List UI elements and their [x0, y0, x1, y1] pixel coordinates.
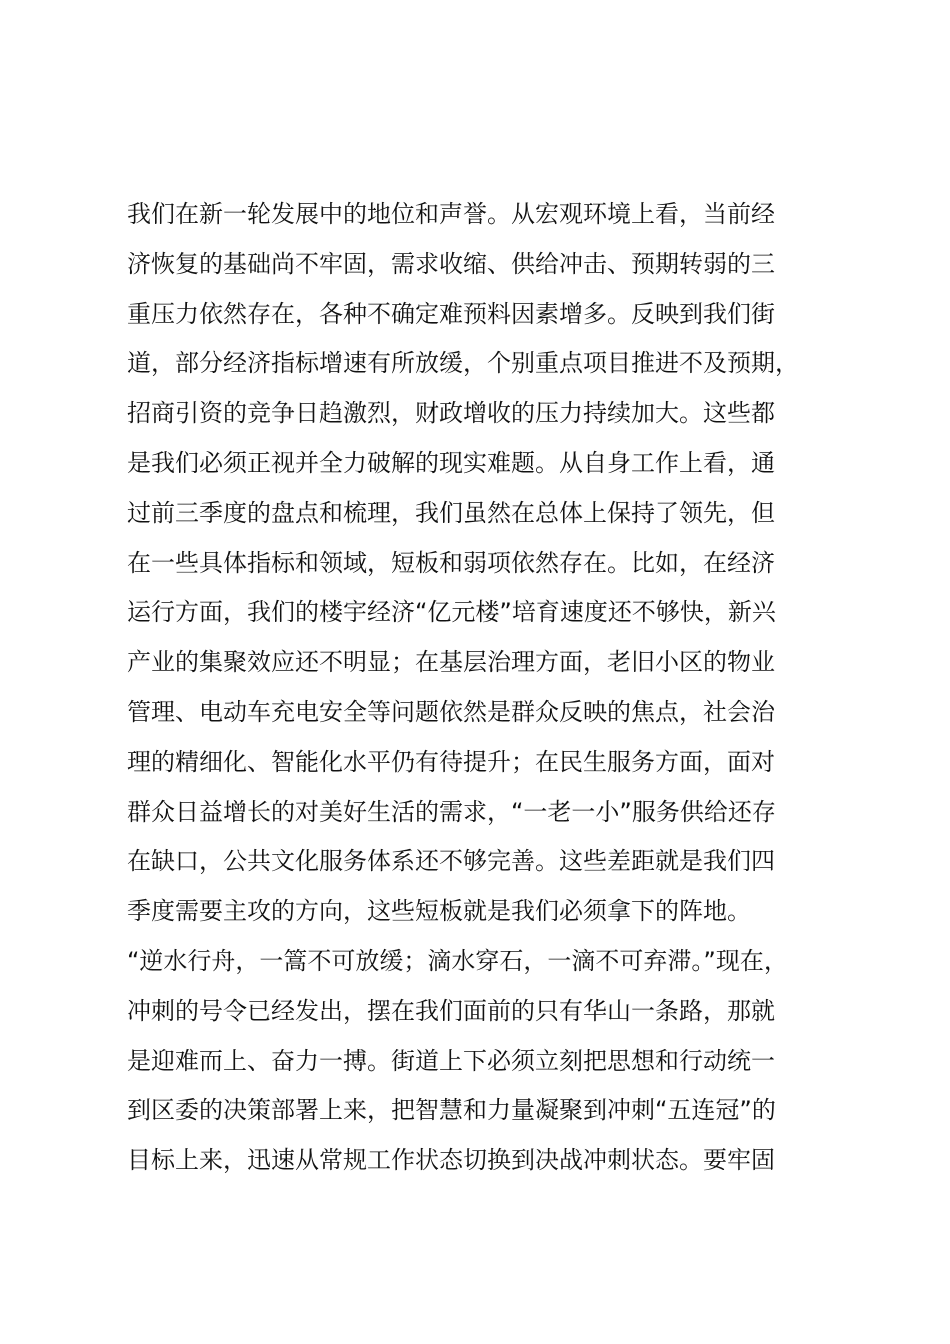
text-line: 在一些具体指标和领域，短板和弱项依然存在。比如，在经济: [127, 548, 775, 577]
body-text: [127, 190, 847, 1186]
text-line: 是我们必须正视并全力破解的现实难题。从自身工作上看，通: [127, 448, 775, 477]
text-line: 我们在新一轮发展中的地位和声誉。从宏观环境上看，当前经: [127, 200, 775, 228]
text-line: 产业的集聚效应还不明显；在基层治理方面，老旧小区的物业: [127, 648, 775, 677]
text-line: 重压力依然存在，各种不确定难预料因素增多。反映到我们街: [127, 299, 775, 328]
text-line: 在缺口，公共文化服务体系还不够完善。这些差距就是我们四: [127, 847, 775, 876]
text-line: 理的精细化、智能化水平仍有待提升；在民生服务方面，面对: [127, 747, 775, 776]
text-line: 目标上来，迅速从常规工作状态切换到决战冲刺状态。要牢固: [127, 1146, 775, 1175]
text-line: 是迎难而上、奋力一搏。街道上下必须立刻把思想和行动统一: [127, 1046, 775, 1075]
text-line: 招商引资的竞争日趋激烈，财政增收的压力持续加大。这些都: [127, 399, 775, 428]
text-line: 群众日益增长的对美好生活的需求，“一老一小”服务供给还存: [127, 797, 776, 826]
text-line: 道，部分经济指标增速有所放缓，个别重点项目推进不及预期，: [127, 349, 799, 378]
text-line: 济恢复的基础尚不牢固，需求收缩、供给冲击、预期转弱的三: [127, 249, 775, 278]
text-line: 管理、电动车充电安全等问题依然是群众反映的焦点，社会治: [127, 697, 775, 726]
text-line: “逆水行舟，一篙不可放缓；滴水穿石，一滴不可弃滞。”现在，: [127, 946, 788, 975]
text-line: 过前三季度的盘点和梳理，我们虽然在总体上保持了领先，但: [127, 498, 775, 527]
text-line: 到区委的决策部署上来，把智慧和力量凝聚到冲刺“五连冠”的: [127, 1096, 776, 1125]
text-line: 冲刺的号令已经发出，摆在我们面前的只有华山一条路，那就: [127, 996, 775, 1025]
text-line: 季度需要主攻的方向，这些短板就是我们必须拿下的阵地。: [127, 897, 751, 926]
text-line: 运行方面，我们的楼宇经济“亿元楼”培育速度还不够快，新兴: [127, 598, 776, 627]
